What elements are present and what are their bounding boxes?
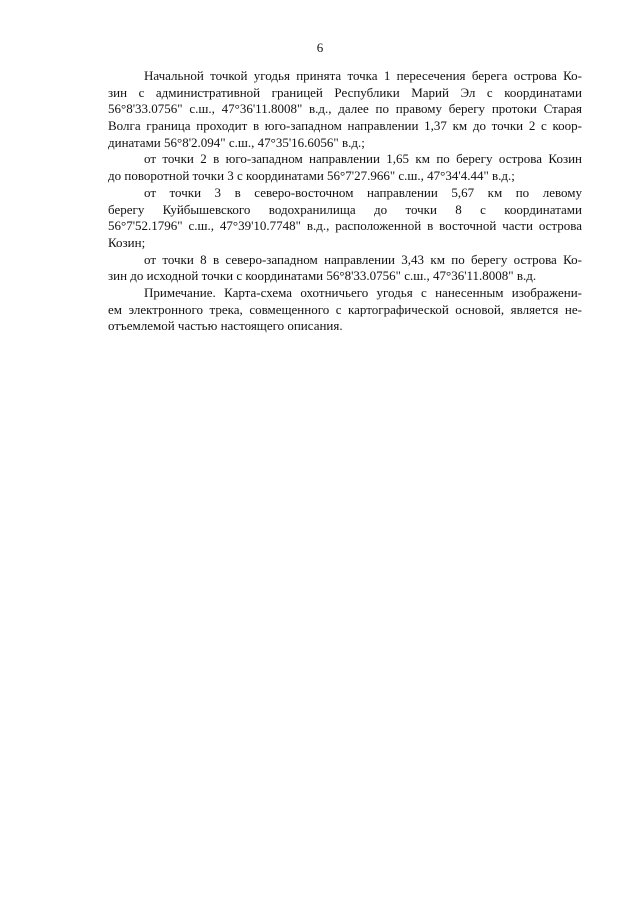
text-line: берегу Куйбышевского водохранилища до точки 8 с координатами (108, 201, 582, 217)
text-line: отъемлемой частью настоящего описания. (108, 318, 343, 334)
paragraph-note (108, 285, 582, 335)
text-line: от точки 8 в северо-западном направлении 3,43 км по берегу острова Ко- (144, 251, 582, 267)
text-line: зин до исходной точки с координатами 56°8'33.0756" с.ш., 47°36'11.8008" в.д. (108, 268, 537, 284)
text-line: Козин; (108, 234, 146, 250)
text-line: от точки 2 в юго-западном направлении 1,65 км по берегу острова Козин (144, 151, 582, 167)
paragraph-point-3-to-8 (108, 185, 582, 252)
paragraph-point-2-to-3 (108, 151, 582, 184)
text-line: 56°8'33.0756" с.ш., 47°36'11.8008" в.д., далее по правому берегу протоки Старая (108, 101, 582, 117)
paragraph-boundary-start (108, 68, 582, 151)
page-number: 6 (316, 40, 324, 55)
paragraph-point-8-to-origin (108, 252, 582, 285)
text-line: динатами 56°8'2.094" с.ш., 47°35'16.6056" в.д.; (108, 134, 365, 150)
text-line: от точки 3 в северо-восточном направлении 5,67 км по левому (144, 184, 582, 200)
text-line: Примечание. Карта-схема охотничьего угодья с нанесенным изображени- (144, 284, 582, 300)
text-line: зин с административной границей Республики Марий Эл с координатами (108, 84, 582, 100)
text-line: Волга граница проходит в юго-западном направлении 1,37 км до точки 2 с коор- (108, 118, 582, 134)
text-line: 56°7'52.1796" с.ш., 47°39'10.7748" в.д., расположенной в восточной части острова (108, 218, 582, 234)
text-line: Начальной точкой угодья принята точка 1 пересечения берега острова Ко- (144, 68, 582, 83)
document-body (108, 68, 582, 335)
text-line: до поворотной точки 3 с координатами 56°7'27.966" с.ш., 47°34'4.44" в.д.; (108, 168, 515, 184)
text-line: ем электронного трека, совмещенного с картографической основой, является не- (108, 301, 582, 317)
